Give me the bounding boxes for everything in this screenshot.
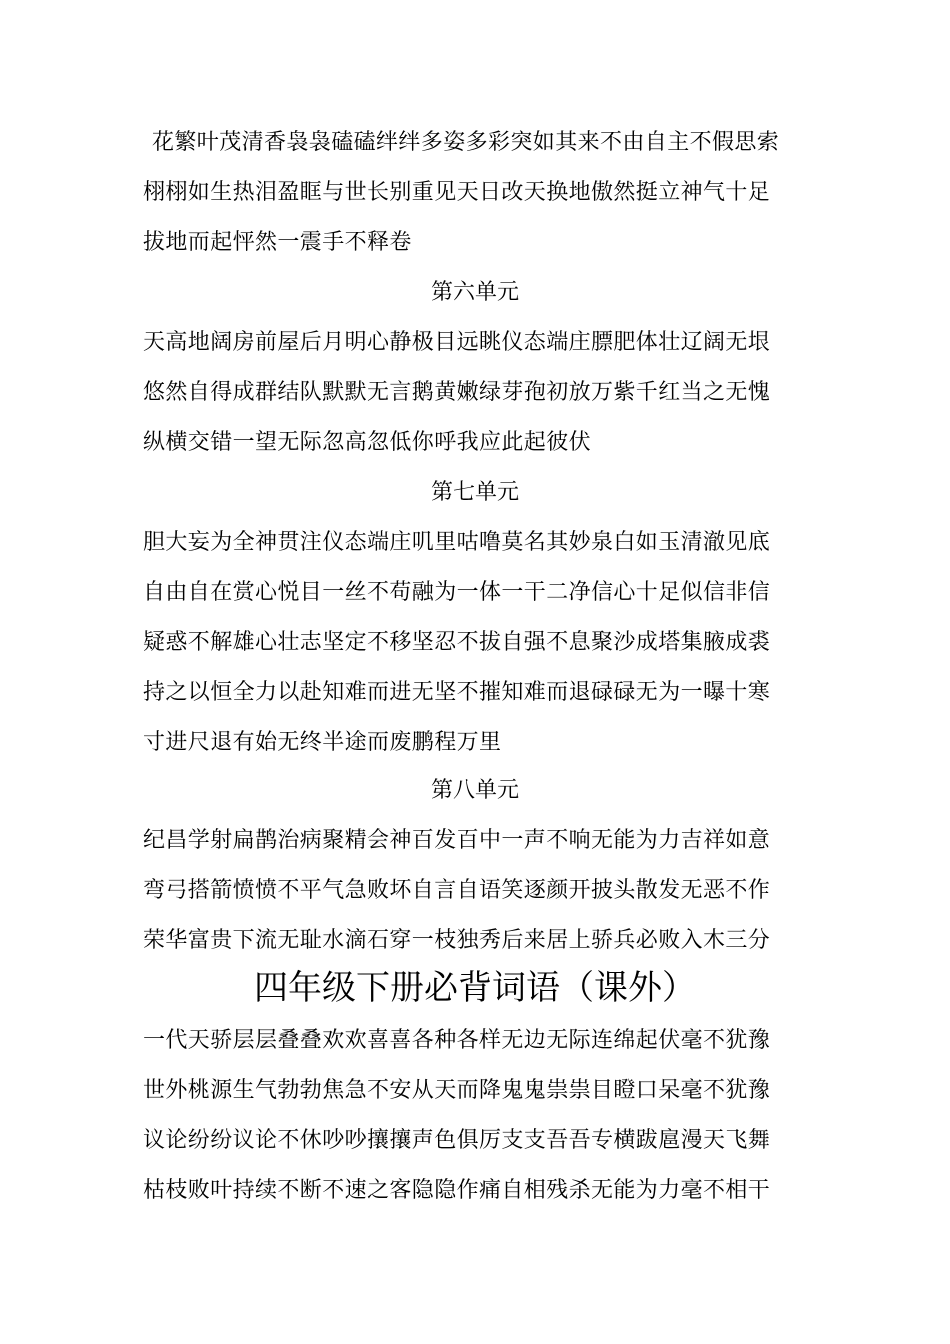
word-line: 荣华富贵下流无耻水滴石穿一枝独秀后来居上骄兵必败入木三分 — [143, 928, 771, 953]
word-line: 天高地阔房前屋后月明心静极目远眺仪态端庄膘肥体壮辽阔无垠 — [143, 330, 771, 355]
unit-heading-8: 第八单元 — [430, 778, 519, 803]
word-line: 一代天骄层层叠叠欢欢喜喜各种各样无边无际连绵起伏毫不犹豫 — [143, 1028, 771, 1053]
word-line: 拔地而起怦然一震手不释卷 — [143, 230, 412, 255]
unit-heading-6: 第六单元 — [430, 280, 519, 305]
word-line: 纵横交错一望无际忽高忽低你呼我应此起彼伏 — [143, 430, 592, 455]
word-line: 胆大妄为全神贯注仪态端庄叽里咕噜莫名其妙泉白如玉清澈见底 — [143, 530, 771, 555]
word-line: 弯弓搭箭愤愤不平气急败坏自言自语笑逐颜开披头散发无恶不作 — [143, 878, 771, 903]
word-line: 寸进尺退有始无终半途而废鹏程万里 — [143, 730, 502, 755]
word-line: 枯枝败叶持续不断不速之客隐隐作痛自相残杀无能为力毫不相干 — [143, 1178, 771, 1203]
word-line: 议论纷纷议论不休吵吵攘攘声色俱厉支支吾吾专横跋扈漫天飞舞 — [143, 1128, 771, 1153]
word-line: 纪昌学射扁鹊治病聚精会神百发百中一声不响无能为力吉祥如意 — [143, 828, 771, 853]
word-line: 世外桃源生气勃勃焦急不安从天而降鬼鬼祟祟目瞪口呆毫不犹豫 — [143, 1078, 771, 1103]
word-line: 疑惑不解雄心壮志坚定不移坚忍不拔自强不息聚沙成塔集腋成裘 — [143, 630, 771, 655]
word-line: 悠然自得成群结队默默无言鹅黄嫩绿芽孢初放万紫千红当之无愧 — [143, 380, 771, 405]
unit-heading-7: 第七单元 — [430, 480, 519, 505]
word-line: 花繁叶茂清香袅袅磕磕绊绊多姿多彩突如其来不由自主不假思索 — [152, 130, 780, 155]
word-line: 栩栩如生热泪盈眶与世长别重见天日改天换地傲然挺立神气十足 — [143, 180, 771, 205]
word-line: 自由自在赏心悦目一丝不苟融为一体一干二净信心十足似信非信 — [143, 580, 771, 605]
section-title: 四年级下册必背词语（课外） — [254, 968, 696, 1008]
word-line: 持之以恒全力以赴知难而进无坚不摧知难而退碌碌无为一曝十寒 — [143, 680, 771, 705]
